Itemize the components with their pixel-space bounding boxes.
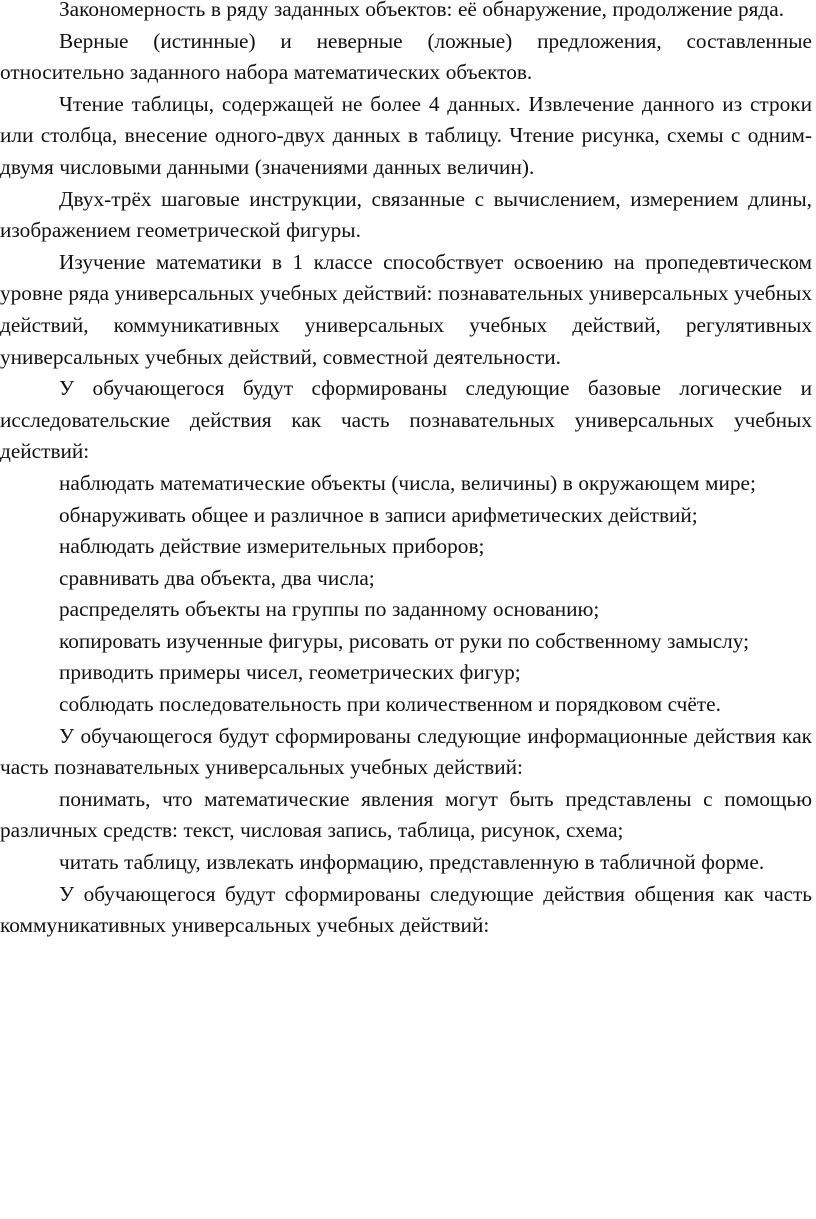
list-item-counting-order: соблюдать последовательность при количественном и порядковом счёте. <box>59 692 721 717</box>
paragraph-logical-research-actions-intro: У обучающегося будут сформированы следующие базовые логические и исследовательские действия как часть познавательных универсальных учебных действий: <box>0 376 812 464</box>
list-item-understand-representations: понимать, что математические явления могут быть представлены с помощью различных средств: текст, числовая запись, таблица, рисунок, схема; <box>0 786 812 843</box>
list-item-read-table: читать таблицу, извлекать информацию, представленную в табличной форме. <box>59 850 765 875</box>
paragraph-step-instructions: Двух-трёх шаговые инструкции, связанные с вычислением, измерением длины, изображением геометрической фигуры. <box>0 186 812 243</box>
paragraph-communication-actions-intro: У обучающегося будут сформированы следующие действия общения как часть коммуникативных универсальных учебных действий: <box>0 881 812 938</box>
paragraph-grade1-learning-actions: Изучение математики в 1 классе способствует освоению на пропедевтическом уровне ряда универсальных учебных действий: познавательных универсальных учебных действий, коммуникативных универсальных учебных действий, регулятивных универсальных учебных действий, совместной деятельности. <box>0 249 812 369</box>
list-item-group-objects: распределять объекты на группы по заданному основанию; <box>59 597 600 622</box>
list-item-compare-objects: сравнивать два объекта, два числа; <box>59 565 375 590</box>
paragraph-information-actions-intro: У обучающегося будут сформированы следующие информационные действия как часть познавательных универсальных учебных действий: <box>0 723 812 780</box>
list-item-detect-common-different: обнаруживать общее и различное в записи арифметических действий; <box>59 502 698 527</box>
list-item-copy-figures: копировать изученные фигуры, рисовать от руки по собственному замыслу; <box>59 628 750 653</box>
paragraph-pattern-in-series: Закономерность в ряду заданных объектов: её обнаружение, продолжение ряда. <box>59 0 785 21</box>
paragraph-true-false-statements: Верные (истинные) и неверные (ложные) предложения, составленные относительно заданного набора математических объектов. <box>0 28 812 85</box>
list-item-observe-measuring-devices: наблюдать действие измерительных приборов; <box>59 534 485 559</box>
list-item-give-examples: приводить примеры чисел, геометрических фигур; <box>59 660 521 685</box>
list-item-observe-math-objects: наблюдать математические объекты (числа, величины) в окружающем мире; <box>59 470 756 495</box>
paragraph-reading-tables: Чтение таблицы, содержащей не более 4 данных. Извлечение данного из строки или столбца, внесение одного-двух данных в таблицу. Чтение рисунка, схемы с одним-двумя числовыми данными (значениями данных величин). <box>0 91 812 179</box>
